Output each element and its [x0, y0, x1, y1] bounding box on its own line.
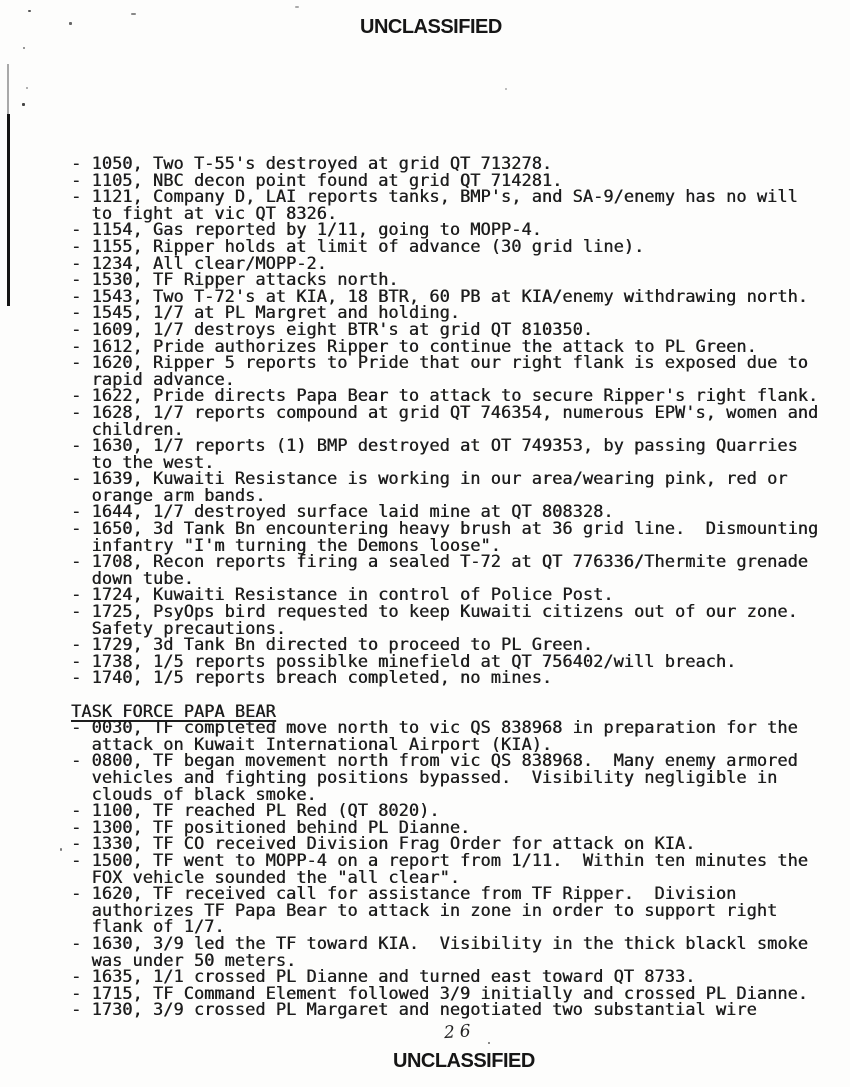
log-line: children.: [71, 419, 184, 440]
log-line: FOX vehicle sounded the "all clear".: [71, 867, 460, 888]
log-line: - 1530, TF Ripper attacks north.: [71, 270, 399, 291]
log-line: flank of 1/7.: [71, 917, 225, 938]
log-line: - 1609, 1/7 destroys eight BTR's at grid QT 810350.: [71, 319, 593, 340]
log-line: authorizes TF Papa Bear to attack in zone in order to support right: [71, 900, 778, 921]
log-line: - 1300, TF positioned behind PL Dianne.: [71, 817, 471, 838]
log-line: clouds of black smoke.: [71, 784, 317, 805]
page-number: 26: [443, 1020, 477, 1044]
footer-classification: UNCLASSIFIED: [393, 1050, 535, 1072]
log-line: - 1730, 3/9 crossed PL Margaret and negotiated two substantial wire: [71, 1000, 757, 1021]
log-line: - 0800, TF began movement north from vic QS 838968. Many enemy armored: [71, 751, 798, 772]
log-line: - 1650, 3d Tank Bn encountering heavy brush at 36 grid line. Dismounting: [71, 519, 819, 540]
log-line: - 1620, Ripper 5 reports to Pride that our right flank is exposed due to: [71, 353, 808, 374]
log-line: to the west.: [71, 452, 215, 473]
log-line: - 1644, 1/7 destroyed surface laid mine at QT 808328.: [71, 502, 614, 523]
log-line: down tube.: [71, 568, 194, 589]
section-heading: TASK FORCE PAPA BEAR: [71, 701, 276, 722]
log-line: orange arm bands.: [71, 485, 266, 506]
log-line: - 1545, 1/7 at PL Margret and holding.: [71, 303, 460, 324]
log-line: vehicles and fighting positions bypassed. Visibility negligible in: [71, 767, 778, 788]
log-line: - 1725, PsyOps bird requested to keep Kuwaiti citizens out of our zone.: [71, 602, 798, 623]
scan-artifact-speck: [295, 6, 299, 8]
log-line: - 1234, All clear/MOPP-2.: [71, 253, 327, 274]
scan-artifact-speck: [488, 1042, 490, 1044]
log-line: - 1154, Gas reported by 1/11, going to MOPP-4.: [71, 220, 542, 241]
log-line: - 1639, Kuwaiti Resistance is working in our area/wearing pink, red or: [71, 469, 788, 490]
log-line: - 1050, Two T-55's destroyed at grid QT 713278.: [71, 154, 553, 174]
scan-artifact-speck: [26, 87, 28, 89]
log-line: - 1738, 1/5 reports possiblke minefield at QT 756402/will breach.: [71, 651, 737, 672]
log-line: - 1630, 1/7 reports (1) BMP destroyed at OT 749353, by passing Quarries: [71, 436, 798, 457]
log-line: - 1628, 1/7 reports compound at grid QT 746354, numerous EPW's, women and: [71, 402, 819, 423]
log-line: - 1620, TF received call for assistance from TF Ripper. Division: [71, 884, 737, 905]
document-body: [71, 156, 831, 1019]
scan-artifact-speck: [28, 10, 31, 12]
log-line: - 1724, Kuwaiti Resistance in control of Police Post.: [71, 585, 614, 606]
log-line: - 1708, Recon reports firing a sealed T-72 at QT 776336/Thermite grenade: [71, 552, 808, 573]
scan-artifact-margin-line: [7, 114, 10, 306]
log-line: - 1121, Company D, LAI reports tanks, BMP's, and SA-9/enemy has no will: [71, 187, 798, 208]
log-line: - 1500, TF went to MOPP-4 on a report from 1/11. Within ten minutes the: [71, 850, 808, 871]
scan-artifact-margin-line: [7, 64, 9, 116]
log-line: - 1635, 1/1 crossed PL Dianne and turned east toward QT 8733.: [71, 967, 696, 988]
log-line: - 1630, 3/9 led the TF toward KIA. Visibility in the thick blackl smoke: [71, 933, 808, 954]
log-line: - 1155, Ripper holds at limit of advance (30 grid line).: [71, 236, 645, 257]
log-line: - 1330, TF CO received Division Frag Order for attack on KIA.: [71, 834, 696, 855]
log-line: - 1622, Pride directs Papa Bear to attack to secure Ripper's right flank.: [71, 386, 819, 407]
scan-artifact-speck: [505, 88, 507, 90]
scan-artifact-speck: [69, 22, 72, 25]
log-line: - 1612, Pride authorizes Ripper to continue the attack to PL Green.: [71, 336, 757, 357]
scan-artifact-speck: [23, 47, 25, 49]
log-line: rapid advance.: [71, 369, 235, 390]
log-line: was under 50 meters.: [71, 950, 297, 971]
scan-artifact-speck: [22, 103, 25, 106]
scan-artifact-speck: [131, 13, 136, 15]
log-line: infantry "I'm turning the Demons loose".: [71, 535, 501, 556]
log-line: attack on Kuwait International Airport (KIA).: [71, 734, 553, 755]
log-line: - 1740, 1/5 reports breach completed, no mines.: [71, 668, 553, 689]
scan-artifact-speck: [60, 848, 62, 851]
log-line: to fight at vic QT 8326.: [71, 203, 338, 224]
log-line: - 1100, TF reached PL Red (QT 8020).: [71, 801, 440, 822]
header-classification: UNCLASSIFIED: [360, 16, 502, 38]
log-line: - 1543, Two T-72's at KIA, 18 BTR, 60 PB at KIA/enemy withdrawing north.: [71, 286, 808, 307]
log-line: Safety precautions.: [71, 618, 286, 639]
log-line: - 0030, TF completed move north to vic QS 838968 in preparation for the: [71, 718, 798, 739]
log-line: - 1105, NBC decon point found at grid QT 714281.: [71, 170, 563, 191]
log-line: - 1715, TF Command Element followed 3/9 initially and crossed PL Dianne.: [71, 983, 808, 1004]
log-line: - 1729, 3d Tank Bn directed to proceed to PL Green.: [71, 635, 593, 656]
